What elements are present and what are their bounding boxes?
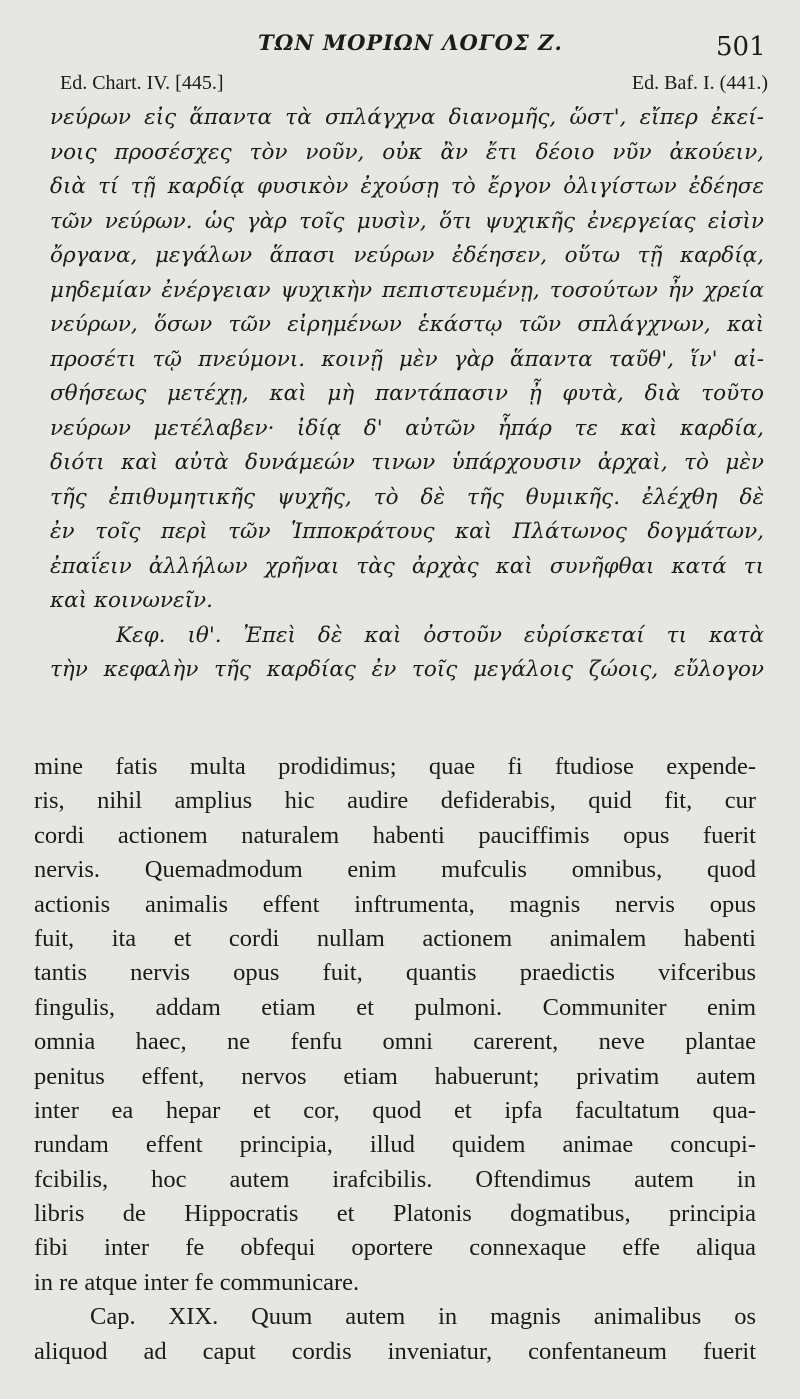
edition-reference-chartier: Ed. Chart. IV. [445.] [60,72,224,94]
page-number: 501 [716,32,766,62]
latin-text-block [34,750,756,1369]
greek-line: ἐν τοῖς περὶ τῶν Ἱπποκράτους καὶ Πλάτωνος δογμάτων, [50,519,764,544]
greek-line: μηδεμίαν ἐνέργειαν ψυχικὴν πεπιστευμένῃ, τοσούτων ἦν χρεία [50,277,764,303]
latin-line: mine fatis multa prodidimus; quae fi ftudiose expende- [34,753,756,780]
greek-line: τὴν κεφαλὴν τῆς καρδίας ἐν τοῖς μεγάλοις ζώοις, εὔλογον [50,657,764,682]
greek-line: διότι καὶ αὐτὰ δυνάμεών τινων ὑπάρχουσιν ἀρχαὶ, τὸ μὲν [50,450,764,475]
latin-line: ris, nihil amplius hic audire defiderabis, quid fit, cur [34,787,756,815]
greek-line: νεύρων, ὅσων τῶν εἰρημένων ἑκάστῳ τῶν σπλάγχνων, καὶ [50,312,764,337]
greek-line: ὄργανα, μεγάλων ἅπασι νεύρων ἐδέησεν, οὕτω τῇ καρδίᾳ, [50,243,764,268]
edition-reference-basel: Ed. Baf. I. (441.) [631,72,768,94]
latin-line: omnia haec, ne fenfu omni carerent, neve plantae [34,1028,756,1056]
greek-line: ἐπαΐειν ἀλλήλων χρῆναι τὰς ἀρχὰς καὶ συνῆφθαι κατά τι [50,553,764,579]
latin-line: rundam effent principia, illud quidem animae concupi- [34,1131,756,1159]
latin-line: aliquod ad caput cordis inveniatur, confentaneum fuerit [34,1337,756,1365]
latin-line: cordi actionem naturalem habenti pauciffimis opus fuerit [34,821,756,849]
greek-chapter-heading-line: Κεφ. ιθ'. Ἐπεὶ δὲ καὶ ὀστοῦν εὑρίσκεταί τι κατὰ [116,622,764,648]
latin-line: inter ea hepar et cor, quod et ipfa facultatum qua- [34,1096,756,1124]
greek-line: τῶν νεύρων. ὡς γὰρ τοῖς μυσὶν, ὅτι ψυχικῆς ἐνεργείας εἰσὶν [50,208,764,234]
latin-line: fingulis, addam etiam et pulmoni. Communiter enim [34,993,756,1021]
latin-line: penitus effent, nervos etiam habuerunt; privatim autem [34,1062,756,1090]
greek-text-block [50,101,764,688]
greek-line: διὰ τί τῇ καρδίᾳ φυσικὸν ἐχούσῃ τὸ ἔργον ὀλιγίστων ἐδέησε [50,174,764,199]
latin-line: fcibilis, hoc autem irafcibilis. Oftendimus autem in [34,1165,756,1193]
edition-references [60,72,768,100]
latin-line: fuit, ita et cordi nullam actionem animalem habenti [34,924,756,952]
latin-line: libris de Hippocratis et Platonis dogmatibus, principia [34,1200,756,1228]
latin-chapter-heading-line: Cap. XIX. Quum autem in magnis animalibus os [90,1303,756,1331]
latin-line: tantis nervis opus fuit, quantis praedictis vifceribus [34,959,756,987]
running-head [0,26,800,66]
running-head-title: ΤΩΝ ΜΟΡΙΩΝ ΛΟΓΟΣ Ζ. [258,30,563,55]
greek-line: νεύρων μετέλαβεν· ἰδίᾳ δ' αὐτῶν ἧπάρ τε καὶ καρδία, [50,415,764,441]
greek-line: νοις προσέσχες τὸν νοῦν, οὐκ ἂν ἔτι δέοιο νῦν ἀκούειν, [50,139,764,165]
latin-line: nervis. Quemadmodum enim mufculis omnibus, quod [34,856,756,884]
latin-line: fibi inter fe obfequi oportere connexaque effe aliqua [34,1234,756,1262]
greek-line: τῆς ἐπιθυμητικῆς ψυχῆς, τὸ δὲ τῆς θυμικῆς. ἐλέχθη δὲ [50,484,764,510]
greek-line: σθήσεως μετέχῃ, καὶ μὴ παντάπασιν ᾖ φυτὰ, διὰ τοῦτο [50,381,764,406]
latin-line: in re atque inter fe communicare. [34,1268,360,1296]
greek-line: νεύρων εἰς ἅπαντα τὰ σπλάγχνα διανομῆς, ὥστ', εἴπερ ἐκεί- [50,105,764,130]
latin-line: actionis animalis effent inftrumenta, magnis nervis opus [34,890,756,918]
greek-line: προσέτι τῷ πνεύμονι. κοινῇ μὲν γὰρ ἅπαντα ταῦθ', ἵν' αἰ- [50,346,764,372]
greek-line: καὶ κοινωνεῖν. [50,588,213,613]
